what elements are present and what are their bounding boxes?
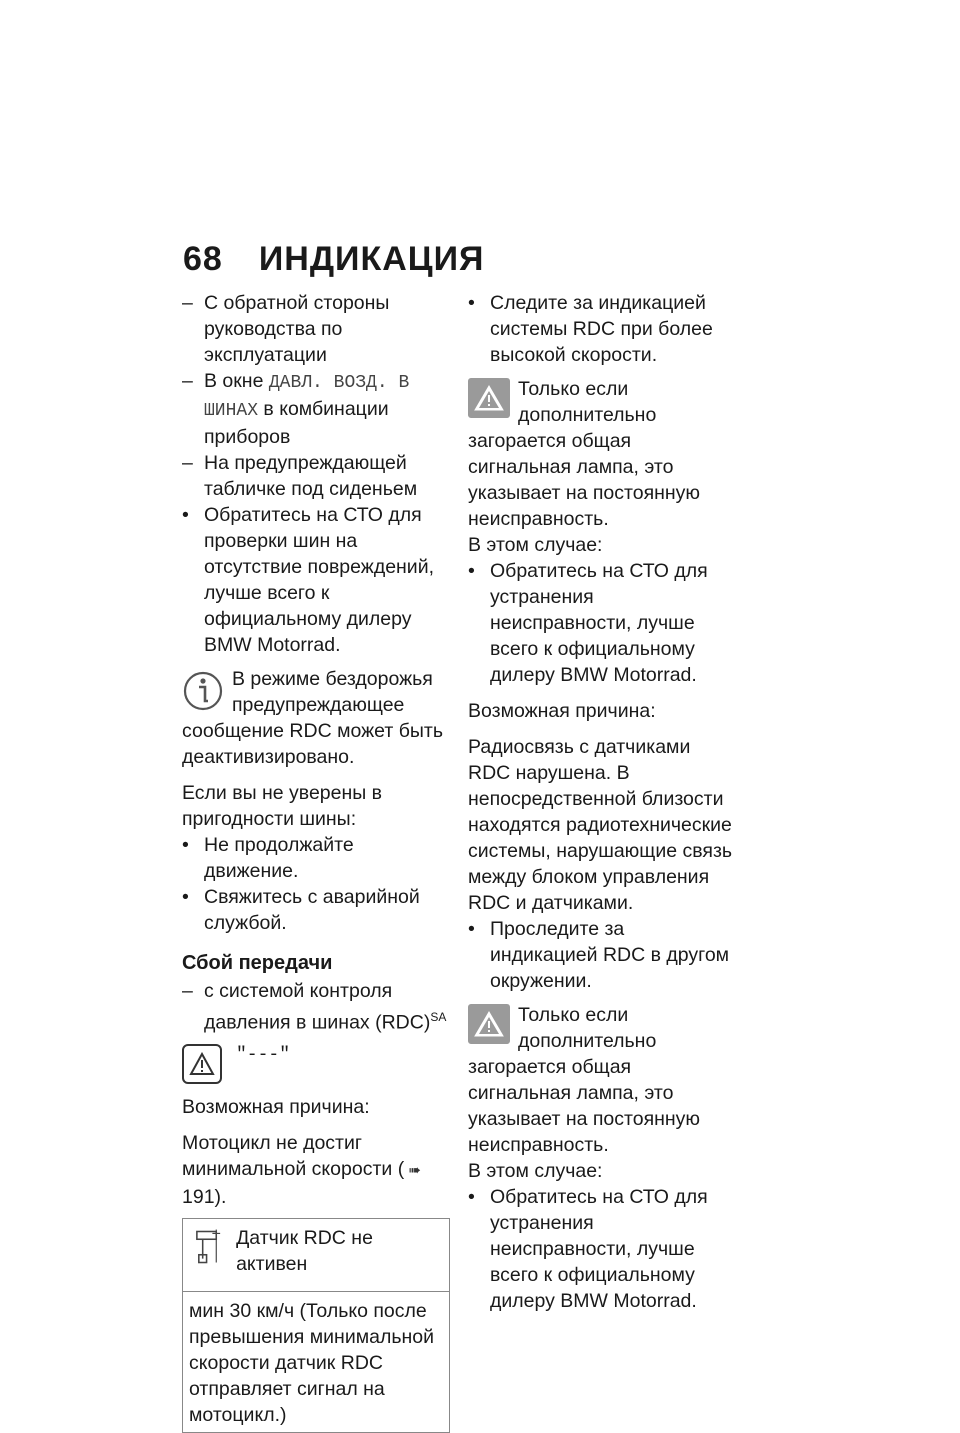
right-column (468, 290, 736, 1314)
page-title: ИНДИКАЦИЯ (258, 240, 485, 278)
cause-label: Возможная причина: (468, 700, 656, 722)
page-reference-arrow-icon: ➠ (408, 1161, 421, 1179)
list-item: • Свяжитесь с аварийной службой. (182, 886, 420, 934)
page-number: 68 (183, 240, 223, 278)
info-note: В режиме бездорожья предупреждающее сообщение RDC может быть деактивизировано. (182, 668, 443, 768)
section-heading: Сбой передачи (182, 952, 333, 974)
paragraph: Если вы не уверены в пригодности шины: (182, 782, 383, 830)
list-item: • Обратитесь на СТО для устранения неисправности, лучше всего к официальному дилеру BMW Motorrad. (468, 560, 708, 686)
left-column (182, 290, 450, 1433)
general-warning-lamp-icon (182, 1044, 222, 1084)
paragraph: В этом случае: (468, 534, 603, 556)
rdc-sensor-icon (193, 1225, 222, 1269)
list-item: – с системой контроля давления в шинах (RDC)$^{SA}$ (182, 980, 447, 1034)
list-item: – В окне ДАВЛ. ВОЗД. В ШИНАХ в комбинации приборов (182, 370, 410, 448)
list-item: • Не продолжайте движение. (182, 834, 354, 882)
cause-text: Радиосвязь с датчиками RDC нарушена. В непосредственной близости находятся радиотехнические системы, нарушающие связь между блоком управления RDC и датчиками. (468, 736, 733, 914)
list-item: • Обратитесь на СТО для проверки шин на отсутствие повреждений, лучше всего к официальному дилеру BMW Motorrad. (182, 504, 435, 656)
list-item: – На предупреждающей табличке под сиденьем (182, 452, 418, 500)
list-item: – С обратной стороны руководства по эксплуатации (182, 292, 390, 366)
info-table (182, 1218, 450, 1433)
display-text: ДАВЛ. ВОЗД. В ШИНАХ (204, 373, 410, 421)
info-icon (182, 668, 224, 714)
list-item: • Следите за индикацией системы RDC при более высокой скорости. (468, 292, 713, 366)
warning-note: Только если дополнительно загорается общая сигнальная лампа, это указывает на постоянную неисправность. (468, 1004, 701, 1156)
table-header: Датчик RDC не активен (236, 1226, 373, 1275)
warning-triangle-icon (468, 1004, 510, 1044)
warning-note: Только если дополнительно загорается общая сигнальная лампа, это указывает на постоянную неисправность. (468, 378, 701, 530)
display-indicator (182, 1044, 450, 1084)
display-value: "---" (236, 1044, 291, 1065)
cause-text: Мотоцикл не достиг минимальной скорости ( ➠191). (182, 1131, 421, 1208)
cause-label: Возможная причина: (182, 1095, 370, 1118)
page-header (183, 240, 485, 279)
table-body: мин 30 км/ч (Только после превышения минимальной скорости датчик RDC отправляет сигнал на мотоцикл.) (189, 1299, 435, 1426)
list-item: • Проследите за индикацией RDC в другом окружении. (468, 918, 730, 992)
warning-triangle-icon (468, 378, 510, 418)
list-item: • Обратитесь на СТО для устранения неисправности, лучше всего к официальному дилеру BMW Motorrad. (468, 1186, 708, 1312)
paragraph: В этом случае: (468, 1160, 603, 1182)
